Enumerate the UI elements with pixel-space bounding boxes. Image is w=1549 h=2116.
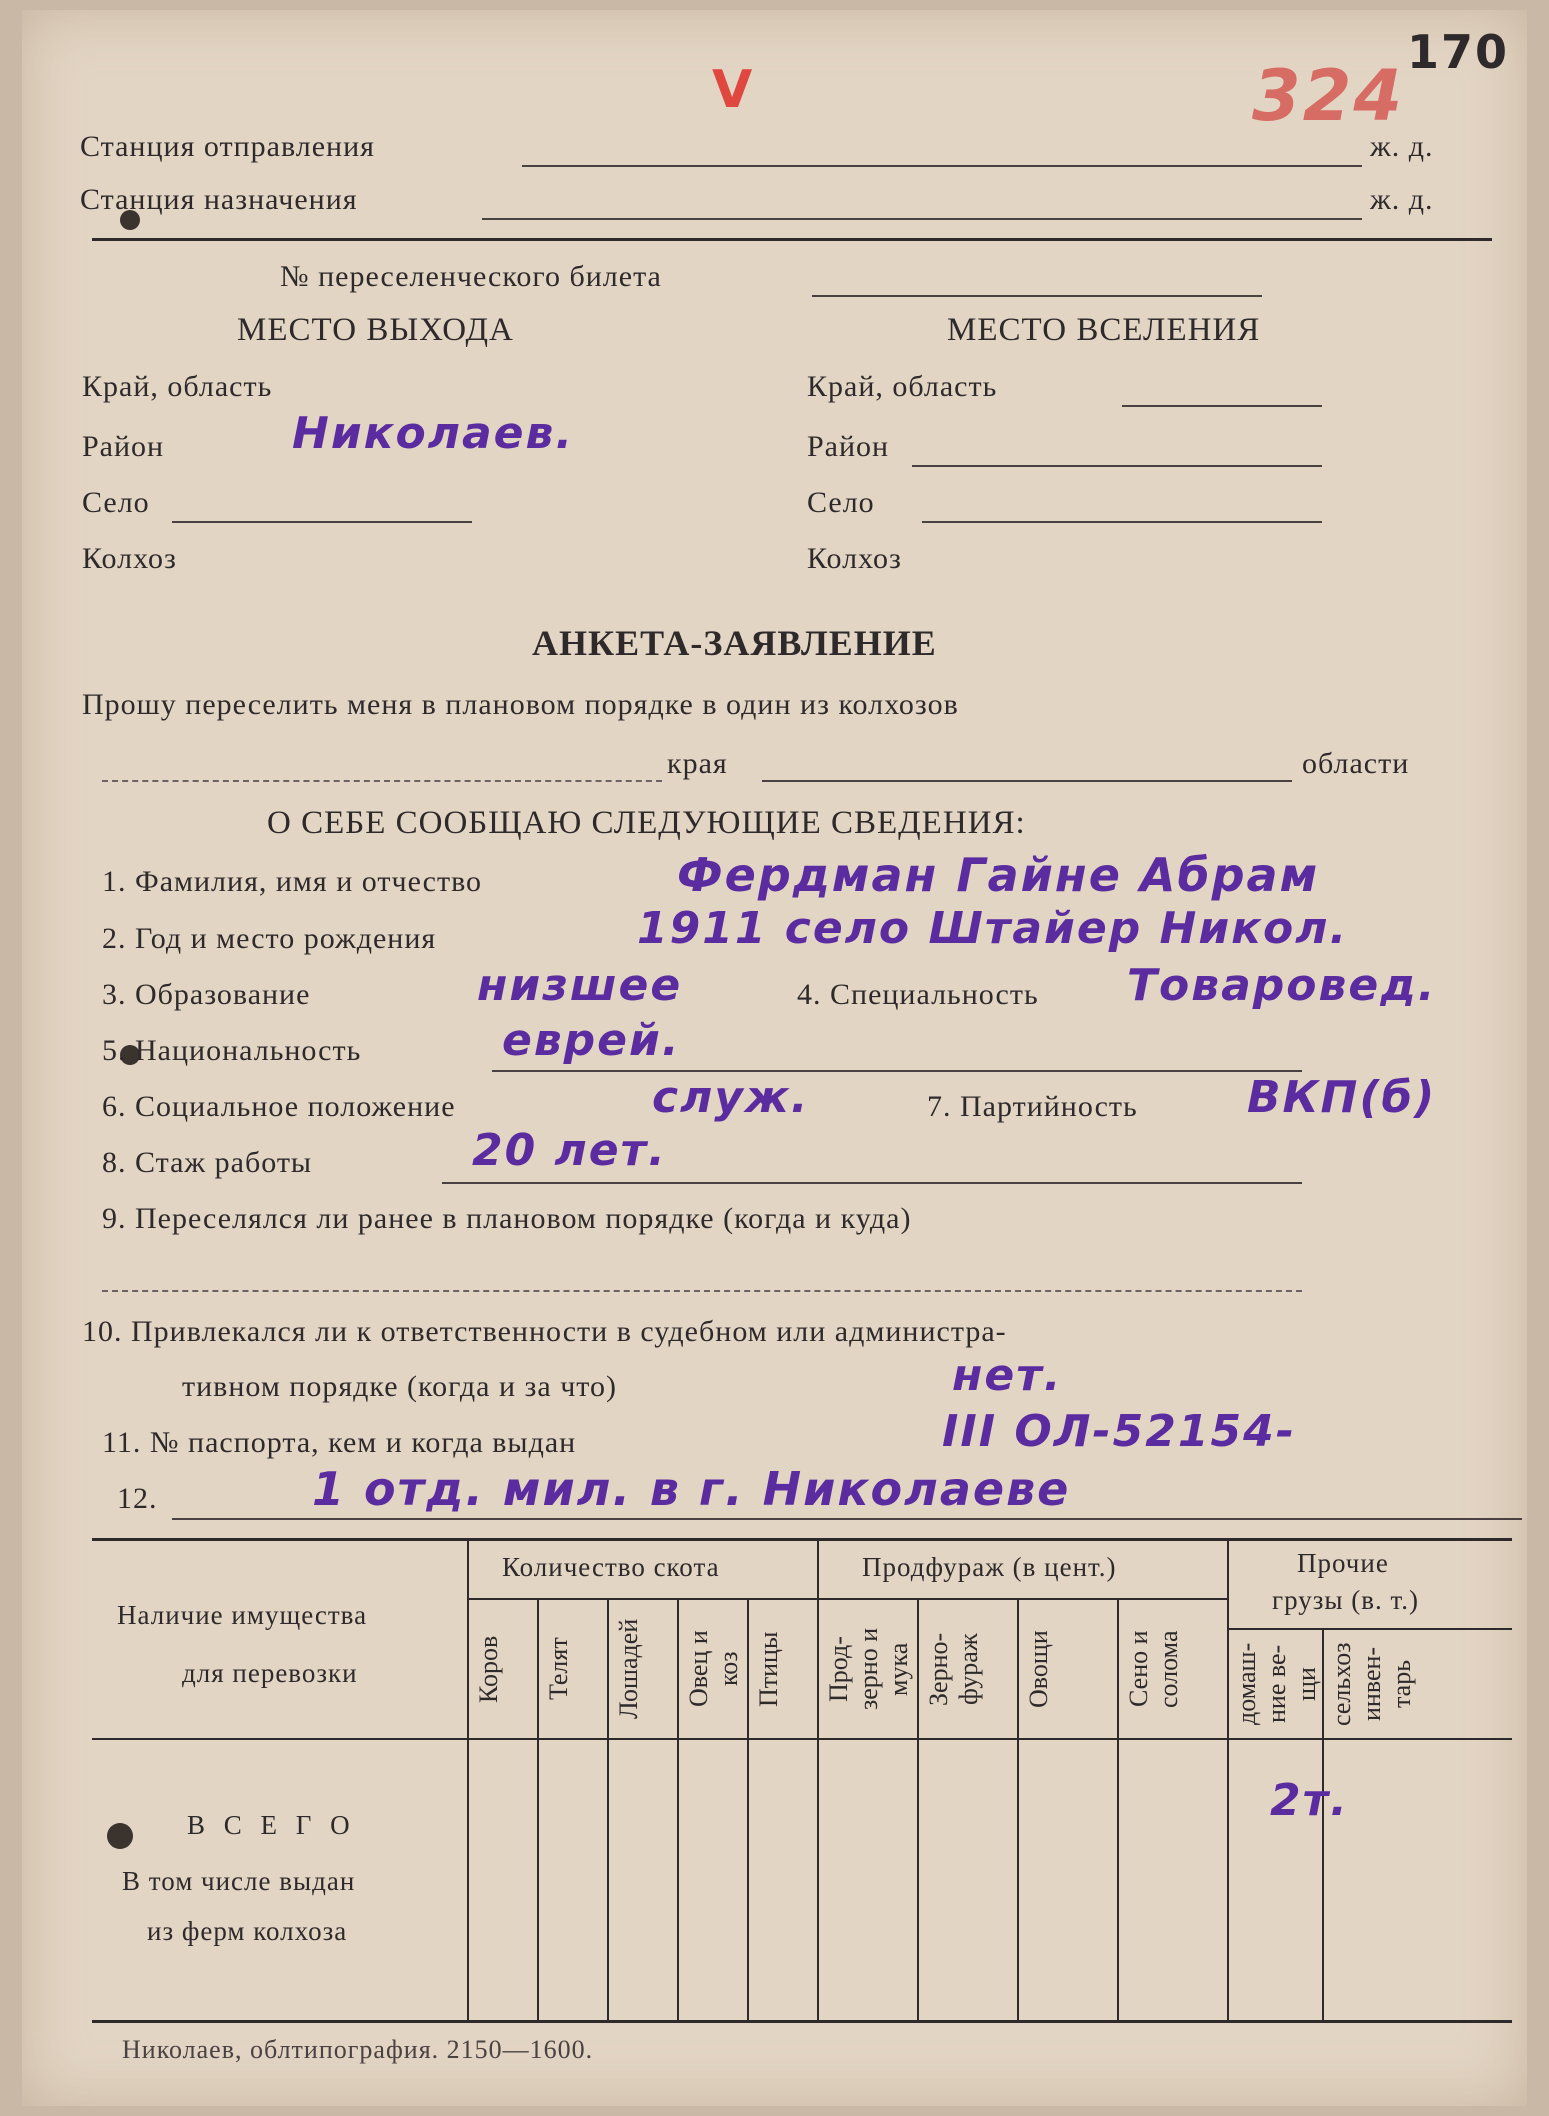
total-label: В С Е Г О (187, 1810, 356, 1840)
q10-value: нет. (952, 1350, 1063, 1401)
col-grain-flour: Прод- зерно и мука (824, 1627, 913, 1711)
destination-station-line (482, 218, 1362, 220)
group-fodder: Продфураж (в цент.) (862, 1552, 1117, 1582)
q6-label: 6. Социальное положение (102, 1090, 456, 1123)
destination-district-line (912, 465, 1322, 467)
table-header-bottom (92, 1738, 1512, 1740)
col-household: домаш- ние ве- щи (1232, 1642, 1321, 1726)
destination-kolkhoz-label: Колхоз (807, 542, 902, 575)
departure-rail-suffix: ж. д. (1370, 130, 1434, 163)
destination-heading: МЕСТО ВСЕЛЕНИЯ (947, 312, 1261, 348)
group-header-line-other (1227, 1628, 1512, 1630)
q5-line (492, 1070, 1302, 1072)
group-other-1: Прочие (1297, 1548, 1389, 1578)
destination-district-label: Район (807, 430, 890, 463)
group-livestock: Количество скота (502, 1552, 720, 1582)
q2-value: 1911 село Штайер Никол. (637, 903, 1349, 954)
q4-value: Товаровед. (1127, 960, 1437, 1011)
q8-value: 20 лет. (472, 1125, 667, 1176)
q8-label: 8. Стаж работы (102, 1146, 313, 1179)
included-label-2: из ферм колхоза (147, 1916, 348, 1946)
col-horses: Лошадей (614, 1618, 643, 1720)
table-divider (1117, 1598, 1119, 2020)
table-bottom-border (92, 2020, 1512, 2023)
origin-district-value: Николаев. (292, 408, 575, 459)
table-divider (537, 1598, 539, 2020)
destination-village-line (922, 521, 1322, 523)
krai-line (102, 780, 662, 782)
table-divider (747, 1598, 749, 2020)
col-hay-straw: Сено и солома (1124, 1630, 1183, 1708)
group-header-line (467, 1598, 1227, 1600)
row-header-1: Наличие имущества (117, 1600, 368, 1630)
q10-label: 10. Привлекался ли к ответственности в судебном или администра- (82, 1315, 1007, 1348)
q5-value: еврей. (502, 1015, 681, 1066)
punch-hole (107, 1823, 133, 1849)
ticket-label: № переселенческого билета (280, 260, 662, 293)
col-cows: Коров (474, 1635, 503, 1703)
col-grain-fodder: Зерно- фураж (924, 1632, 983, 1706)
household-total-value: 2т. (1270, 1775, 1349, 1826)
q6-value: служ. (652, 1072, 810, 1123)
departure-station-line (522, 165, 1362, 167)
q1-label: 1. Фамилия, имя и отчество (102, 865, 483, 898)
row-header-2: для перевозки (182, 1658, 358, 1688)
q7-label: 7. Партийность (927, 1090, 1138, 1123)
table-divider (917, 1598, 919, 2020)
oblast-line (762, 780, 1292, 782)
table-divider (1227, 1538, 1229, 2020)
printer-footer: Николаев, облтипография. 2150—1600. (122, 2035, 594, 2064)
col-vegetables: Овощи (1024, 1630, 1053, 1708)
q12-value: 1 отд. мил. в г. Николаеве (312, 1462, 1071, 1516)
q1-value: Фердман Гайне Абрам (677, 848, 1320, 902)
col-calves: Телят (544, 1637, 573, 1701)
q4-label: 4. Специальность (797, 978, 1039, 1011)
departure-station-label: Станция отправления (80, 130, 375, 163)
q12-line (172, 1518, 1522, 1520)
q11-value: III ОЛ-52154- (942, 1406, 1296, 1457)
q10-label-2: тивном порядке (когда и за что) (182, 1370, 618, 1403)
table-divider (1017, 1598, 1019, 2020)
station-separator (92, 238, 1492, 241)
origin-heading: МЕСТО ВЫХОДА (237, 312, 514, 348)
group-other-2: грузы (в. т.) (1272, 1585, 1420, 1615)
origin-village-line (172, 521, 472, 523)
q5-label: 5. Национальность (102, 1034, 362, 1067)
destination-village-label: Село (807, 486, 875, 519)
q9-label: 9. Переселялся ли ранее в плановом порядке (когда и куда) (102, 1202, 912, 1235)
info-heading: О СЕБЕ СООБЩАЮ СЛЕДУЮЩИЕ СВЕДЕНИЯ: (267, 805, 1026, 841)
col-farm-inventory: сельхоз инвен- тарь (1327, 1642, 1416, 1726)
q12-label: 12. (117, 1482, 158, 1515)
included-label-1: В том числе выдан (122, 1866, 356, 1896)
red-archive-number: 324 (1252, 55, 1405, 137)
q3-label: 3. Образование (102, 978, 311, 1011)
origin-region-label: Край, область (82, 370, 273, 403)
table-top-border (92, 1538, 1512, 1541)
q9-line (102, 1290, 1302, 1292)
archive-page-number: 170 (1407, 25, 1510, 79)
destination-rail-suffix: ж. д. (1370, 183, 1434, 216)
table-divider (467, 1538, 469, 2020)
krai-label: края (667, 747, 728, 780)
origin-district-label: Район (82, 430, 165, 463)
col-poultry: Птицы (754, 1631, 783, 1707)
col-sheep-goats: Овец и коз (684, 1630, 743, 1708)
origin-village-label: Село (82, 486, 150, 519)
ticket-line (812, 295, 1262, 297)
q11-label: 11. № паспорта, кем и когда выдан (102, 1426, 577, 1459)
table-divider (607, 1598, 609, 2020)
request-line: Прошу переселить меня в плановом порядке в один из колхозов (82, 688, 959, 721)
destination-region-line (1122, 405, 1322, 407)
origin-kolkhoz-label: Колхоз (82, 542, 177, 575)
oblast-label: области (1302, 747, 1410, 780)
destination-station-label: Станция назначения (80, 183, 358, 216)
q7-value: ВКП(б) (1247, 1072, 1437, 1123)
q8-line (442, 1182, 1302, 1184)
q3-value: низшее (477, 960, 683, 1011)
form-title: АНКЕТА-ЗАЯВЛЕНИЕ (532, 623, 937, 663)
document-sheet (22, 10, 1527, 2106)
destination-region-label: Край, область (807, 370, 998, 403)
table-divider (817, 1538, 819, 2020)
q2-label: 2. Год и место рождения (102, 922, 437, 955)
table-divider (677, 1598, 679, 2020)
check-mark: V (712, 60, 755, 120)
